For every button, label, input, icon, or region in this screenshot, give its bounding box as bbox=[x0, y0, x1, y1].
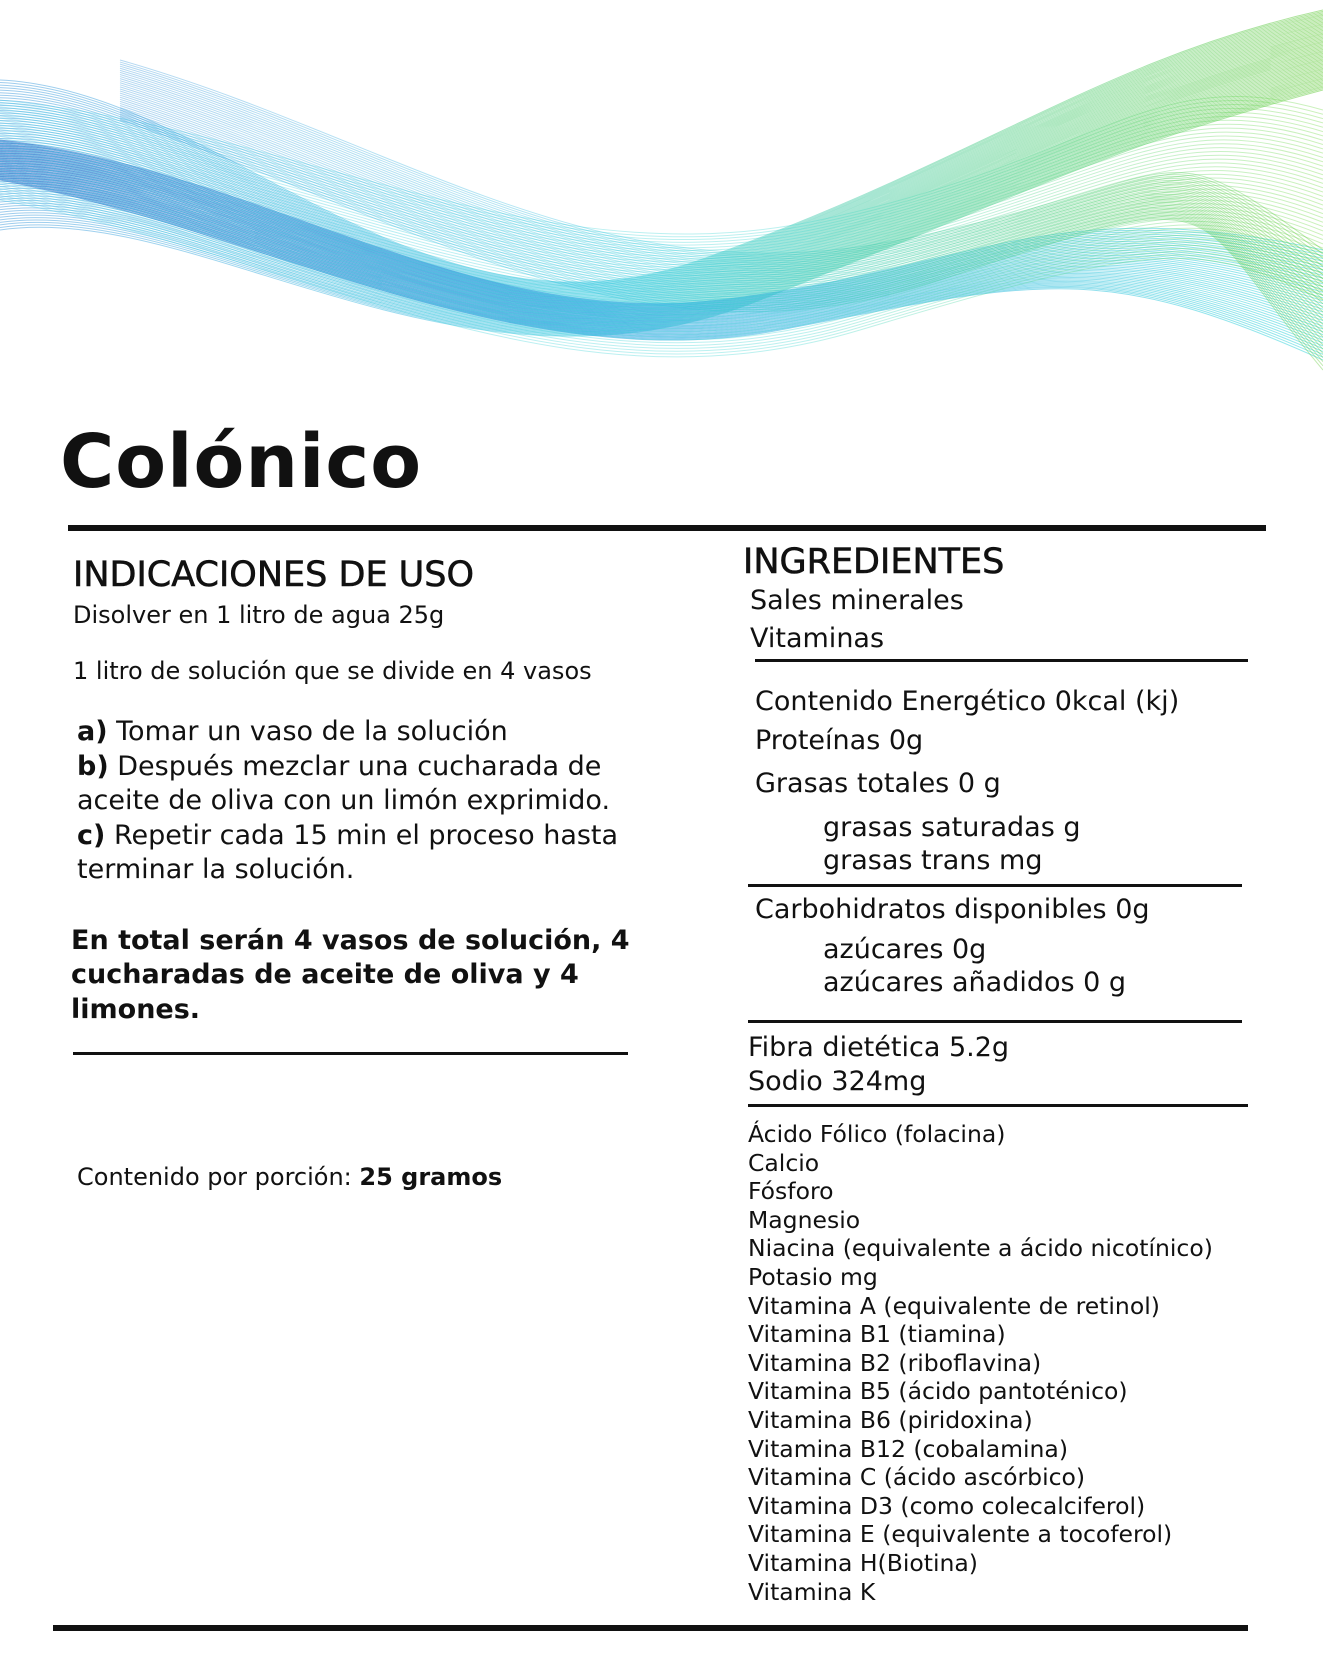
left-divider bbox=[73, 1052, 628, 1055]
micronutrient-item: Vitamina K bbox=[748, 1577, 876, 1606]
bottom-divider bbox=[53, 1625, 1248, 1631]
product-title: Colónico bbox=[60, 419, 423, 505]
micronutrient-item: Vitamina B12 (cobalamina) bbox=[748, 1434, 1068, 1463]
micronutrient-item: Magnesio bbox=[748, 1205, 861, 1234]
indicaciones-line2: 1 litro de solución que se divide en 4 vasos bbox=[73, 657, 592, 685]
ingredients-divider bbox=[755, 659, 1248, 662]
step-marker: a) bbox=[77, 716, 108, 747]
micronutrient-item: Vitamina D3 (como colecalciferol) bbox=[748, 1491, 1146, 1520]
wave-banner bbox=[0, 0, 1323, 440]
step-a bbox=[77, 715, 637, 750]
fat-total-value: Grasas totales 0 g bbox=[755, 768, 1001, 799]
micronutrient-item: Vitamina E (equivalente a tocoferol) bbox=[748, 1520, 1173, 1549]
micronutrient-item: Vitamina A (equivalente de retinol) bbox=[748, 1291, 1160, 1320]
summary-text: En total serán 4 vasos de solución, 4 cucharadas de aceite de oliva y 4 limones. bbox=[71, 925, 630, 1025]
carbs-value: Carbohidratos disponibles 0g bbox=[755, 894, 1150, 925]
step-marker: b) bbox=[77, 750, 109, 782]
step-b bbox=[77, 750, 637, 819]
portion-label: Contenido por porción: bbox=[77, 1163, 360, 1191]
sugars-value: azúcares 0g bbox=[823, 934, 987, 965]
micronutrient-item: Niacina (equivalente a ácido nicotínico) bbox=[748, 1234, 1213, 1263]
ingredientes-heading: INGREDIENTES bbox=[743, 542, 1005, 582]
micronutrient-item: Potasio mg bbox=[748, 1262, 878, 1291]
step-text: Repetir cada 15 min el proceso hasta terminar la solución. bbox=[77, 819, 619, 886]
micronutrient-item: Vitamina B2 (riboflavina) bbox=[748, 1348, 1042, 1377]
energy-value: Contenido Energético 0kcal (kj) bbox=[755, 686, 1180, 717]
fat-saturated-value: grasas saturadas g bbox=[823, 812, 1081, 843]
micronutrient-item: Vitamina B1 (tiamina) bbox=[748, 1320, 1006, 1349]
steps-list bbox=[77, 715, 637, 888]
portion-line bbox=[77, 1162, 502, 1193]
micronutrient-item: Vitamina H(Biotina) bbox=[748, 1548, 978, 1577]
step-text: Tomar un vaso de la solución bbox=[116, 716, 508, 747]
indicaciones-heading: INDICACIONES DE USO bbox=[73, 555, 475, 595]
carbs-divider bbox=[748, 1020, 1242, 1023]
step-marker: c) bbox=[77, 819, 106, 851]
portion-value: 25 gramos bbox=[359, 1163, 503, 1191]
fiber-value: Fibra dietética 5.2g bbox=[748, 1032, 1010, 1063]
micronutrient-item: Ácido Fólico (folacina) bbox=[748, 1120, 1006, 1148]
micronutrient-item: Vitamina B6 (piridoxina) bbox=[748, 1405, 1033, 1434]
micronutrient-list bbox=[748, 1120, 1213, 1606]
added-sugars-value: azúcares añadidos 0 g bbox=[823, 967, 1127, 998]
protein-value: Proteínas 0g bbox=[755, 725, 924, 756]
micronutrient-item: Calcio bbox=[748, 1148, 820, 1177]
fat-divider bbox=[748, 884, 1242, 887]
sodium-value: Sodio 324mg bbox=[748, 1066, 927, 1097]
step-c bbox=[77, 819, 637, 888]
micronutrient-item: Vitamina B5 (ácido pantoténico) bbox=[748, 1377, 1128, 1406]
title-divider bbox=[68, 525, 1266, 531]
micronutrient-item: Vitamina C (ácido ascórbico) bbox=[748, 1463, 1086, 1492]
fat-trans-value: grasas trans mg bbox=[823, 845, 1043, 876]
indicaciones-line1: Disolver en 1 litro de agua 25g bbox=[73, 601, 445, 629]
ingredient-item: Vitaminas bbox=[750, 623, 885, 654]
micronutrient-item: Fósforo bbox=[748, 1177, 834, 1206]
step-text: Después mezclar una cucharada de aceite de oliva con un limón exprimido. bbox=[77, 750, 611, 817]
ingredient-item: Sales minerales bbox=[750, 585, 964, 616]
sodium-divider bbox=[748, 1104, 1248, 1107]
